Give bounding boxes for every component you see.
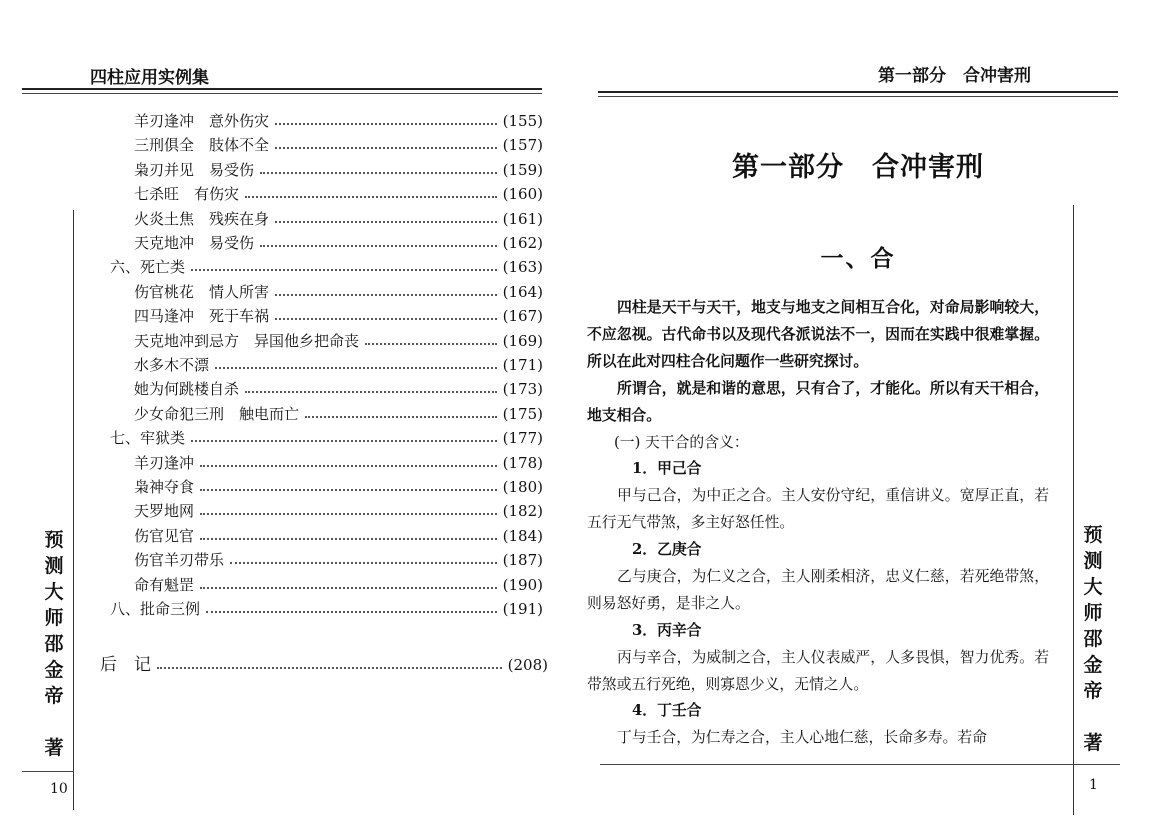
toc-entry-page: (157) <box>502 136 543 155</box>
toc-entry <box>134 232 543 254</box>
author-char: 预 <box>44 529 64 551</box>
toc-leader-dots <box>260 172 497 174</box>
toc-leader-dots <box>365 343 497 345</box>
toc-leader-dots <box>245 391 497 393</box>
toc-entry-page: (184) <box>502 526 543 545</box>
intro-paragraph <box>587 294 1049 375</box>
item-heading: 1．甲己合 <box>632 460 702 477</box>
toc-entry-title: 少女命犯三刑 触电而亡 <box>134 404 300 423</box>
toc-entry-title: 命有魁罡 <box>134 575 195 594</box>
toc-entry-page: (161) <box>502 209 543 228</box>
toc-entry <box>134 183 543 205</box>
toc-entry-page: (171) <box>502 356 543 374</box>
item-text: 甲与己合，为中正之合。主人安份守纪，重信讲义。宽厚正直，若五行无气带煞，多主好怒任性。 <box>587 487 1049 531</box>
author-char: 金 <box>44 659 64 681</box>
toc-entry-title: 六、死亡类 <box>110 258 186 277</box>
toc-leader-dots <box>275 221 497 223</box>
left-page-number: 10 <box>50 781 68 797</box>
toc-entry <box>134 208 543 230</box>
right-page <box>576 0 1153 837</box>
toc-entry-title: 七杀旺 有伤灾 <box>134 185 240 204</box>
toc-entry <box>134 574 543 596</box>
toc-entry-title: 她为何跳楼自杀 <box>134 380 240 399</box>
toc-entry-page: (164) <box>502 282 543 301</box>
left-margin-rule <box>73 210 74 810</box>
toc-entry <box>134 378 543 400</box>
author-char: 著 <box>1083 732 1103 754</box>
toc-entry-page: (160) <box>502 185 543 204</box>
right-header-rule-thin <box>598 96 1118 97</box>
toc-entry-title: 伤官羊刃带乐 <box>134 551 225 570</box>
right-margin-rule <box>1073 205 1074 815</box>
toc-entry-title: 羊刃逢冲 意外伤灾 <box>134 112 270 130</box>
toc-entry <box>134 330 543 352</box>
toc-leader-dots <box>275 318 497 320</box>
right-running-header: 第一部分 合冲害刑 <box>878 66 1031 86</box>
left-footer-rule <box>22 771 74 772</box>
toc-entry-title: 枭神夺食 <box>134 478 195 496</box>
toc-leader-dots <box>200 489 497 491</box>
author-char: 金 <box>1083 654 1103 676</box>
toc-entry-page: (162) <box>502 234 543 252</box>
afterword-page: (208) <box>507 656 548 674</box>
toc-leader-dots <box>157 667 502 669</box>
toc-entry-title: 四马逢冲 死于车祸 <box>134 307 270 326</box>
author-char: 大 <box>44 581 64 603</box>
left-header-rule-thin <box>22 93 542 94</box>
author-char: 测 <box>44 555 64 577</box>
toc-leader-dots <box>200 538 497 540</box>
toc-entry-page: (159) <box>502 160 543 179</box>
toc-entry-page: (182) <box>502 502 543 521</box>
toc-leader-dots <box>260 245 497 247</box>
toc-entry-title: 水多木不漂 <box>134 356 210 374</box>
toc-leader-dots <box>275 123 497 125</box>
toc-leader-dots <box>200 513 497 515</box>
toc-entry <box>110 256 543 278</box>
toc-leader-dots <box>200 587 497 589</box>
left-author-vertical <box>42 527 66 761</box>
afterword-title: 后 记 <box>100 655 151 675</box>
toc-entry <box>110 427 543 449</box>
toc-entry-title: 天罗地网 <box>134 502 195 521</box>
toc-entry-page: (177) <box>502 429 543 448</box>
toc-leader-dots <box>215 367 497 369</box>
toc-entry <box>134 134 543 156</box>
toc-entry-page: (191) <box>502 600 543 618</box>
left-header-rule <box>22 88 542 90</box>
toc-entry <box>134 281 543 303</box>
author-char <box>42 709 66 735</box>
toc-entry <box>134 403 543 425</box>
right-footer-rule <box>600 764 1120 765</box>
toc-entry-title: 天克地冲到忌方 异国他乡把命丧 <box>134 331 360 350</box>
author-char: 帝 <box>44 685 64 707</box>
item-heading: 3．丙辛合 <box>632 622 702 639</box>
toc-entry-title: 羊刃逢冲 <box>134 453 195 472</box>
toc-entry-title: 天克地冲 易受伤 <box>134 234 255 252</box>
toc-entry <box>134 305 543 327</box>
item-text: 丁与壬合，为仁寿之合，主人心地仁慈，长命多寿。若命 <box>617 729 987 746</box>
right-page-number: 1 <box>1089 777 1098 793</box>
toc-leader-dots <box>191 440 497 442</box>
definition-paragraph-text: 所谓合，就是和谐的意思，只有合了，才能化。所以有天干相合，地支相合。 <box>587 380 1049 424</box>
item-text: 乙与庚合，为仁义之合，主人刚柔相济，忠义仁慈，若死绝带煞，则易怒好勇，是非之人。 <box>587 568 1049 612</box>
toc-entry-page: (163) <box>502 258 543 277</box>
item-heading: 2．乙庚合 <box>632 541 702 558</box>
toc-leader-dots <box>275 294 497 296</box>
toc-entry-title: 三刑俱全 肢体不全 <box>134 136 270 155</box>
toc-entry-page: (175) <box>502 404 543 423</box>
author-char: 邵 <box>44 633 64 655</box>
toc-entry-page: (190) <box>502 575 543 594</box>
toc-leader-dots <box>206 611 497 613</box>
author-char <box>1081 704 1105 730</box>
toc-entry-page: (155) <box>502 112 543 130</box>
author-char: 测 <box>1083 550 1103 572</box>
author-char: 帝 <box>1083 680 1103 702</box>
author-char: 预 <box>1083 524 1103 546</box>
toc-entry <box>134 549 543 571</box>
toc-entry-page: (180) <box>502 478 543 496</box>
section-title: 一、合 <box>820 245 896 272</box>
toc-entry <box>134 354 543 376</box>
toc-entry-title: 八、批命三例 <box>110 600 201 618</box>
toc-entry <box>134 110 543 132</box>
author-char: 师 <box>44 607 64 629</box>
subsection-heading: (一) 天干合的含义： <box>614 434 749 451</box>
toc-entry-title: 火炎土焦 残疾在身 <box>134 209 270 228</box>
toc-entry <box>134 159 543 181</box>
right-header-rule <box>598 91 1118 93</box>
toc-entry-page: (173) <box>502 380 543 399</box>
toc-entry-page: (169) <box>502 331 543 350</box>
toc-entry-title: 伤官见官 <box>134 526 195 545</box>
toc-entry-page: (178) <box>502 453 543 472</box>
toc-entry <box>134 452 543 474</box>
toc-entry-title: 枭刃并见 易受伤 <box>134 160 255 179</box>
toc-leader-dots <box>191 269 497 271</box>
definition-paragraph <box>587 375 1049 429</box>
toc-leader-dots <box>230 562 497 564</box>
item-heading: 4．丁壬合 <box>632 702 702 719</box>
toc-entry <box>110 598 543 620</box>
toc-entry <box>134 476 543 498</box>
toc-leader-dots <box>245 196 497 198</box>
author-char: 大 <box>1083 576 1103 598</box>
toc-leader-dots <box>200 465 497 467</box>
author-char: 邵 <box>1083 628 1103 650</box>
left-page <box>0 0 576 837</box>
toc-entry <box>134 500 543 522</box>
part-title: 第一部分 合冲害刑 <box>732 152 984 183</box>
intro-paragraph-text: 四柱是天干与天干，地支与地支之间相互合化，对命局影响较大，不应忽视。古代命书以及现代各派说法不一，因而在实践中很难掌握。所以在此对四柱合化问题作一些研究探讨。 <box>587 299 1049 370</box>
toc-leader-dots <box>275 147 497 149</box>
author-char: 师 <box>1083 602 1103 624</box>
toc-entry-title: 七、牢狱类 <box>110 429 186 448</box>
toc-entry-title: 伤官桃花 情人所害 <box>134 282 270 301</box>
author-char: 著 <box>44 737 64 759</box>
toc-entry-page: (187) <box>502 551 543 570</box>
toc-afterword <box>100 654 548 676</box>
item-text: 丙与辛合，为威制之合，主人仪表威严，人多畏惧，智力优秀。若带煞或五行死绝，则寡恩少义，无情之人。 <box>587 649 1049 693</box>
toc-entry <box>134 525 543 547</box>
toc-leader-dots <box>305 416 497 418</box>
left-running-header: 四柱应用实例集 <box>90 68 209 88</box>
toc-entry-page: (167) <box>502 307 543 326</box>
right-author-vertical <box>1081 522 1105 756</box>
